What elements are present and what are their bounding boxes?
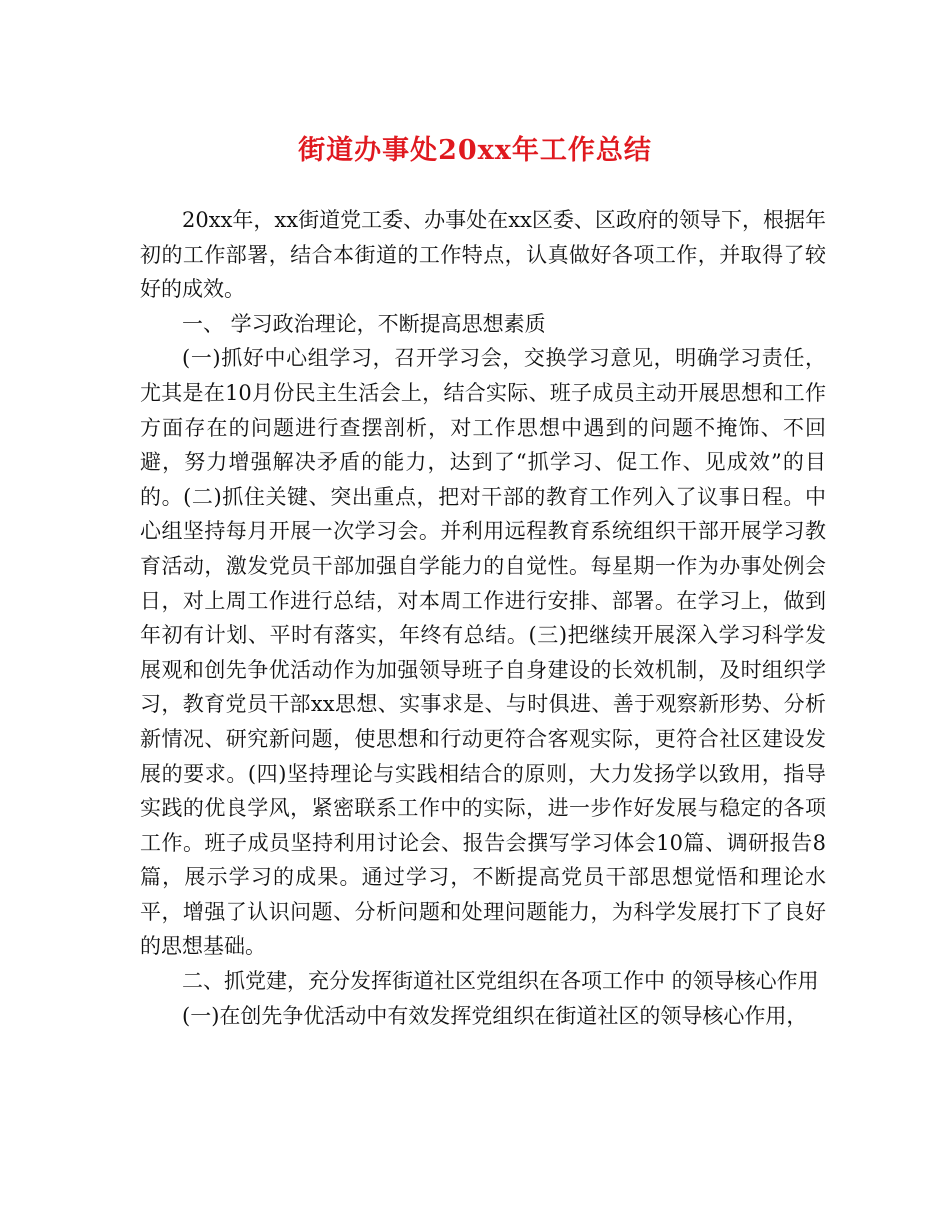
section-2-paragraph: (一)在创先争优活动中有效发挥党组织在街道社区的领导核心作用， — [182, 1003, 808, 1028]
section-heading-1: 一、 学习政治理论，不断提高思想素质 — [182, 311, 546, 336]
section-1-paragraph: (一)抓好中心组学习，召开学习会，交换学习意见，明确学习责任，尤其是在10月份民主生活会上，结合实际、班子成员主动开展思想和工作方面存在的问题进行查摆剖析，对工作思想中遇到的问题不掩饰、不回避，努力增强解决矛盾的能力，达到了“抓学习、促工作、见成效”的目的。(二)抓住关键、突出重点，把对干部的教育工作列入了议事日程。中心组坚持每月开展一次学习会。并利用远程教育系统组织干部开展学习教育活动，激发党员干部加强自学能力的自觉性。每星期一作为办事处例会日，对上周工作进行总结，对本周工作进行安排、部署。在学习上，做到年初有计划、平时有落实，年终有总结。(三)把继续开展深入学习科学发展观和创先争优活动作为加强领导班子自身建设的长效机制，及时组织学习，教育党员干部xx思想、实事求是、与时俱进、善于观察新形势、分析新情况、研究新问题，使思想和行动更符合客观实际，更符合社区建设发展的要求。(四)坚持理论与实践相结合的原则，大力发扬学以致用，指导实践的优良学风，紧密联系工作中的实际，进一步作好发展与稳定的各项工作。班子成员坚持利用讨论会、报告会撰写学习体会10篇、调研报告8篇，展示学习的成果。通过学习，不断提高党员干部思想觉悟和理论水平，增强了认识问题、分析问题和处理问题能力，为科学发展打下了良好的思想基础。 — [140, 346, 826, 959]
document-title: 街道办事处20xx年工作总结 — [298, 135, 652, 166]
section-heading-2: 二、抓党建，充分发挥街道社区党组织在各项工作中 的领导核心作用 — [182, 969, 819, 994]
intro-paragraph: 20xx年，xx街道党工委、办事处在xx区委、区政府的领导下，根据年初的工作部署，结合本街道的工作特点，认真做好各项工作，并取得了较好的成效。 — [140, 208, 826, 302]
document-body — [140, 203, 826, 1033]
